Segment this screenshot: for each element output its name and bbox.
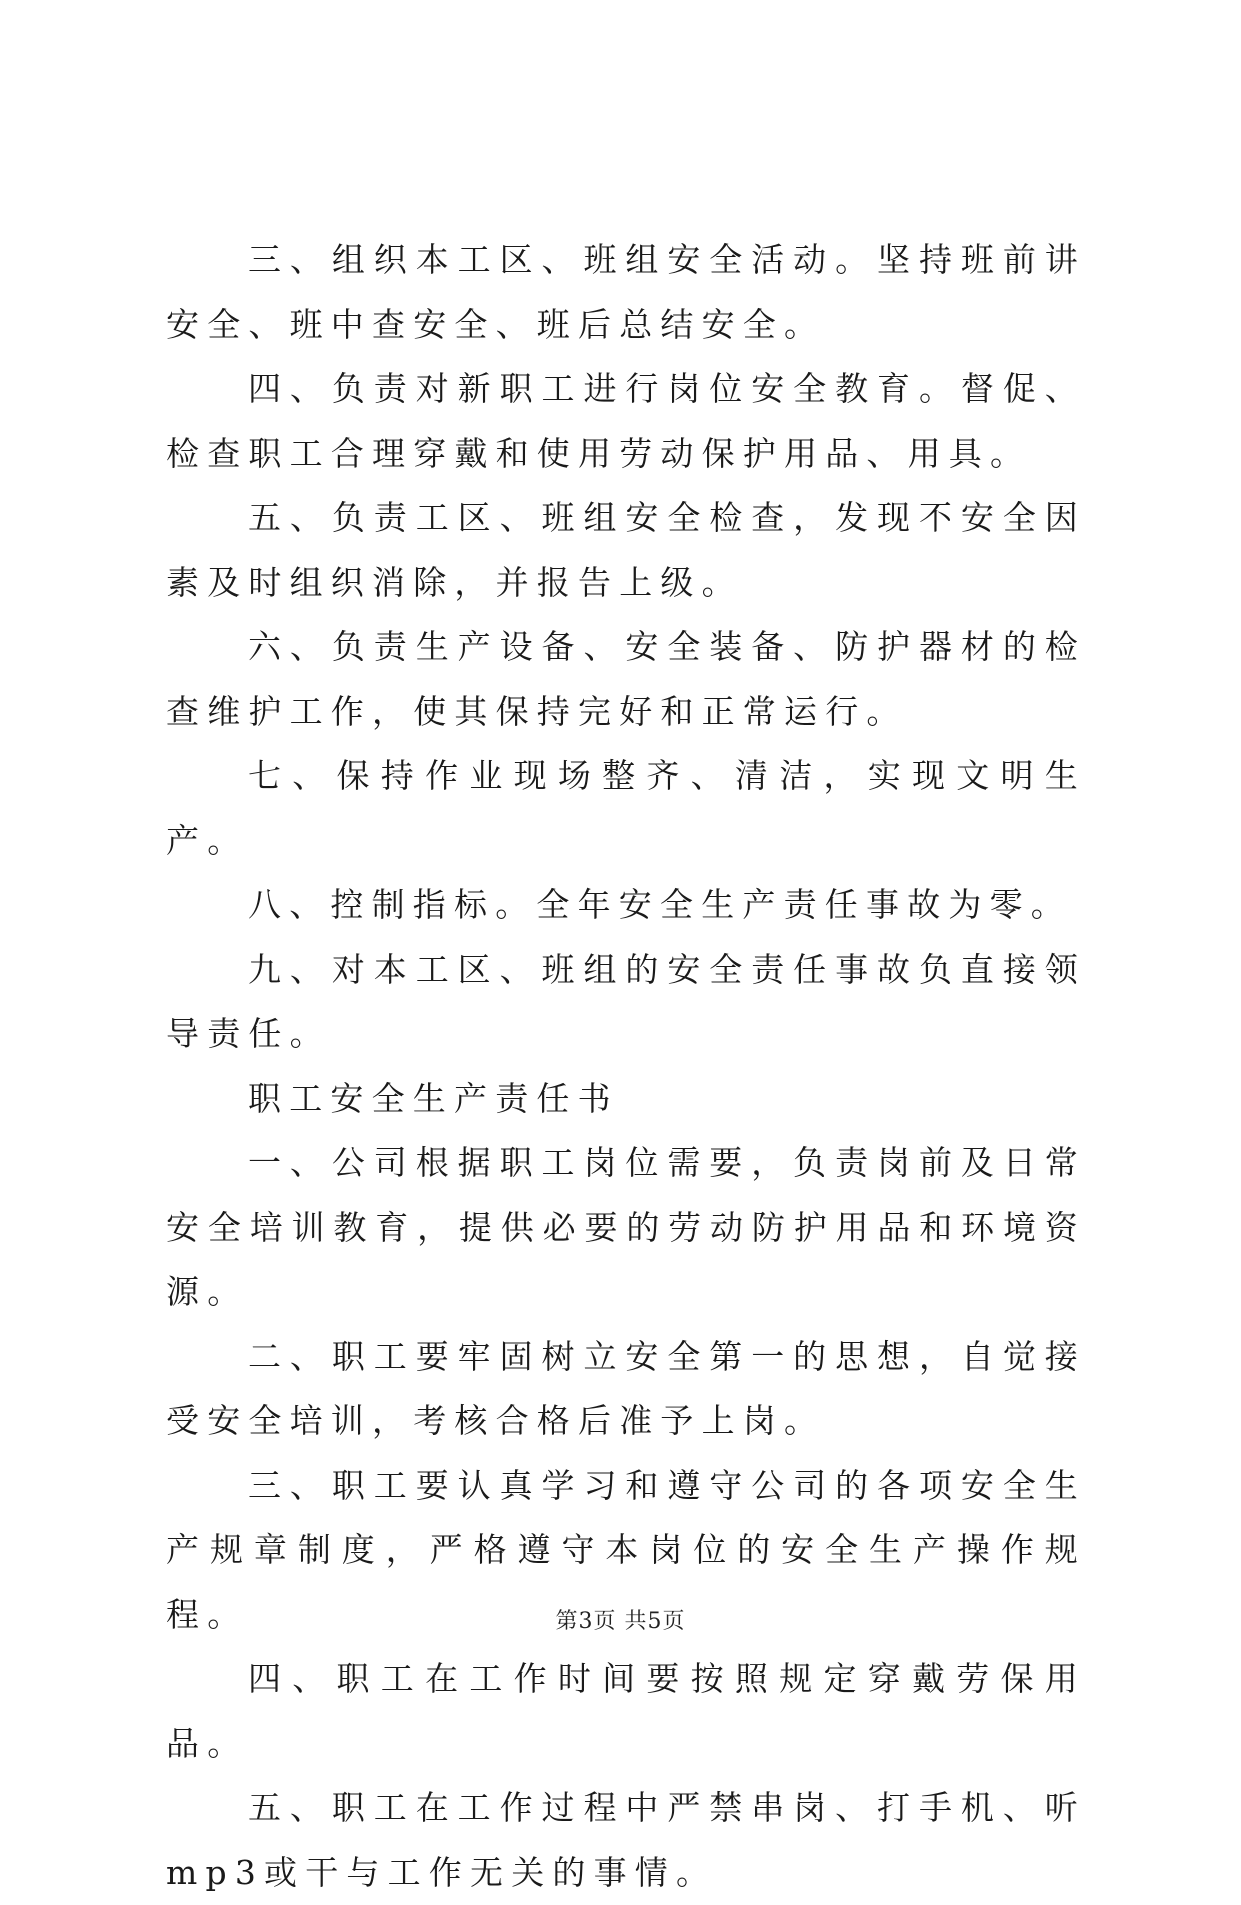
paragraph-2: 四、负责对新职工进行岗位安全教育。督促、检查职工合理穿戴和使用劳动保护用品、用具。 — [166, 369, 1086, 473]
document-body — [166, 228, 1086, 1905]
paragraph-9: 二、职工要牢固树立安全第一的思想，自觉接受安全培训，考核合格后准予上岗。 — [166, 1336, 1086, 1440]
paragraph-4: 六、负责生产设备、安全装备、防护器材的检查维护工作，使其保持完好和正常运行。 — [166, 627, 1086, 731]
paragraph-5: 七、保持作业现场整齐、清洁，实现文明生产。 — [166, 756, 1086, 860]
section-heading: 职工安全生产责任书 — [248, 1078, 619, 1118]
paragraph-6: 八、控制指标。全年安全生产责任事故为零。 — [248, 885, 1072, 924]
paragraph-8: 一、公司根据职工岗位需要，负责岗前及日常安全培训教育，提供必要的劳动防护用品和环境资源。 — [166, 1143, 1086, 1311]
page-footer: 第3页 共5页 — [555, 1609, 686, 1634]
paragraph-10: 三、职工要认真学习和遵守公司的各项安全生产规章制度，严格遵守本岗位的安全生产操作规程。 — [166, 1465, 1086, 1634]
paragraph-3: 五、负责工区、班组安全检查，发现不安全因素及时组织消除，并报告上级。 — [166, 498, 1086, 602]
paragraph-7: 九、对本工区、班组的安全责任事故负直接领导责任。 — [166, 949, 1086, 1053]
paragraph-12: 五、职工在工作过程中严禁串岗、打手机、听mp3或干与工作无关的事情。 — [166, 1788, 1086, 1892]
paragraph-11: 四、职工在工作时间要按照规定穿戴劳保用品。 — [166, 1659, 1086, 1763]
paragraph-1: 三、组织本工区、班组安全活动。坚持班前讲安全、班中查安全、班后总结安全。 — [166, 240, 1086, 344]
